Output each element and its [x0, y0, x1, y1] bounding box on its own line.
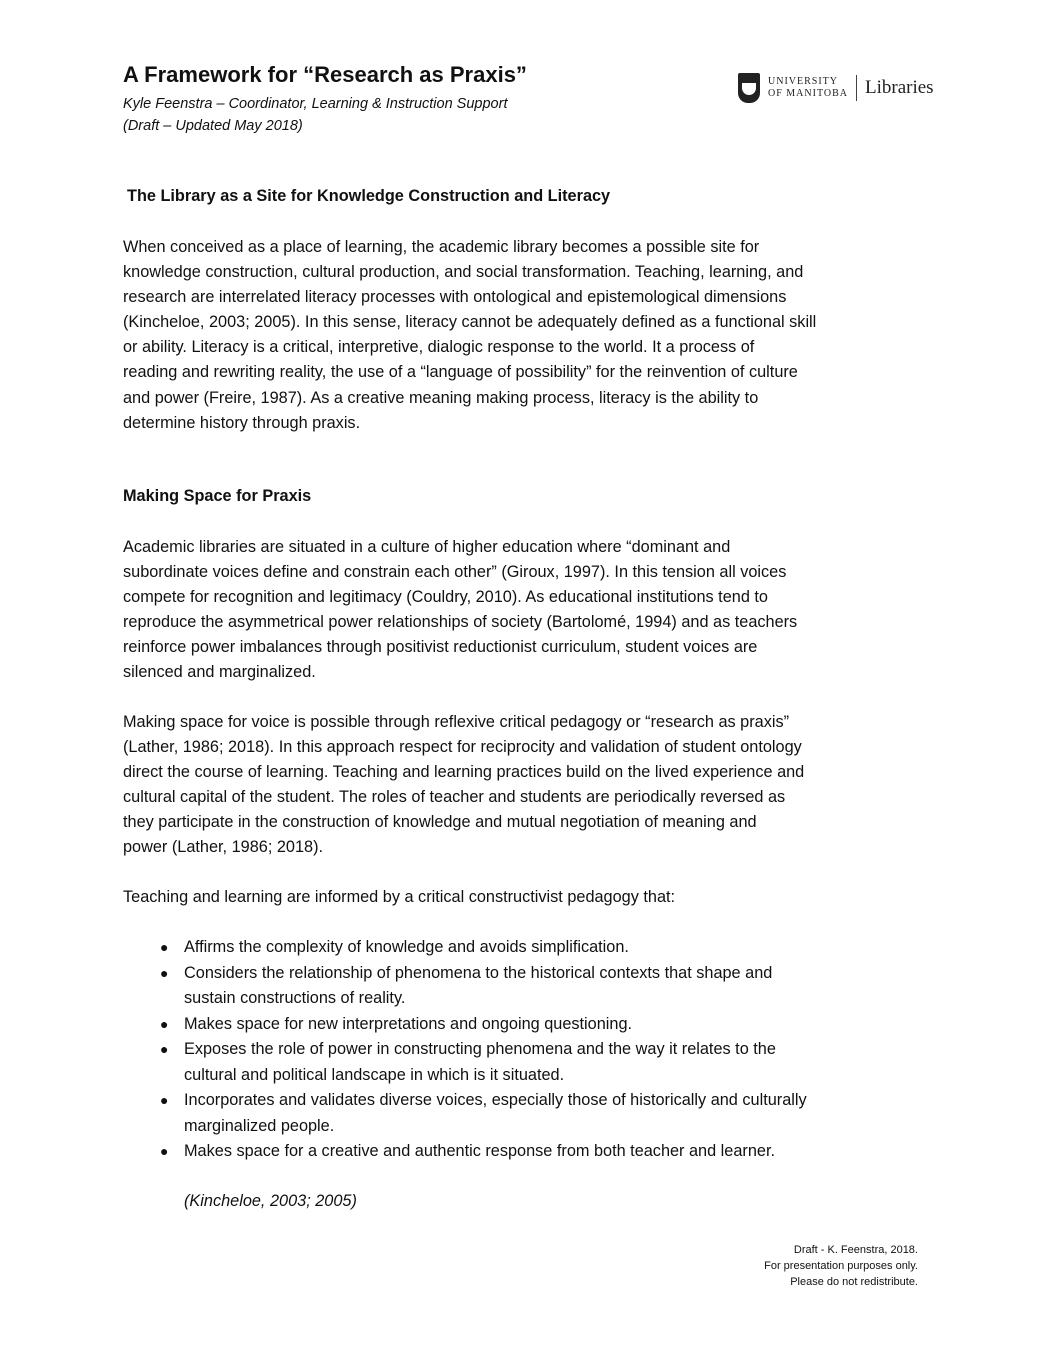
logo-line1: UNIVERSITY [768, 76, 838, 87]
text-line: knowledge construction, cultural production, and social transformation. Teaching, learning, and [123, 263, 804, 282]
text-line: cultural and political landscape in which is it situated. [184, 1065, 565, 1084]
list-item [160, 1139, 807, 1165]
list-item [160, 1037, 807, 1088]
list-item [160, 961, 807, 1012]
list-item [160, 1088, 807, 1139]
text-line: Academic libraries are situated in a culture of higher education where “dominant and [123, 538, 731, 556]
list-item [160, 1012, 807, 1038]
list-item-text [184, 1088, 807, 1139]
document-title: A Framework for “Research as Praxis” [123, 62, 527, 87]
bullet-icon: ● [160, 1041, 169, 1057]
bullet-icon: ● [160, 1015, 169, 1032]
citation: (Kincheloe, 2003; 2005) [184, 1192, 357, 1210]
text-line: research are interrelated literacy processes with ontological and epistemological dimensions [123, 288, 787, 307]
text-line: cultural capital of the student. The roles of teacher and students are periodically reversed as [123, 788, 786, 807]
paragraph-library [123, 235, 816, 436]
logo-libraries: Libraries [865, 77, 934, 98]
footer-line: Please do not redistribute. [790, 1276, 918, 1288]
list-item-text [184, 961, 772, 1012]
author-line: Kyle Feenstra – Coordinator, Learning & Instruction Support [123, 96, 508, 112]
bullet-icon: ● [160, 1092, 169, 1108]
paragraph-intro: Teaching and learning are informed by a critical constructivist pedagogy that: [123, 888, 676, 906]
text-line: reading and rewriting reality, the use of a “language of possibility” for the reinvention of culture [123, 363, 798, 382]
text-line: reproduce the asymmetrical power relationships of society (Bartolomé, 1994) and as teachers [123, 613, 798, 632]
text-line: sustain constructions of reality. [184, 989, 406, 1007]
text-line: Incorporates and validates diverse voices, especially those of historically and culturally [184, 1091, 807, 1109]
text-line: Considers the relationship of phenomena to the historical contexts that shape and [184, 963, 773, 982]
text-line: or ability. Literacy is a critical, interpretive, dialogic response to the world. It a process of [123, 338, 755, 357]
footer-line: For presentation purposes only. [764, 1260, 918, 1272]
logo-divider [856, 75, 857, 101]
text-line: (Lather, 1986; 2018). In this approach respect for reciprocity and validation of student ontology [123, 738, 802, 757]
logo-university-text [768, 76, 848, 100]
list-item-text [184, 935, 629, 961]
text-line: Makes space for a creative and authentic response from both teacher and learner. [184, 1142, 775, 1160]
footer-line: Draft - K. Feenstra, 2018. [793, 1244, 918, 1256]
list-item-text [184, 1012, 632, 1038]
bullet-icon: ● [160, 964, 169, 981]
text-line: marginalized people. [184, 1116, 335, 1135]
text-line: determine history through praxis. [123, 413, 361, 432]
bullet-list [160, 935, 807, 1165]
logo-line2: OF MANITOBA [768, 88, 848, 99]
text-line: silenced and marginalized. [123, 663, 316, 682]
section-heading-praxis: Making Space for Praxis [123, 487, 312, 505]
text-line: compete for recognition and legitimacy (Couldry, 2010). As educational institutions tend to [123, 588, 768, 607]
text-line: Makes space for new interpretations and ongoing questioning. [184, 1014, 633, 1033]
text-line: (Kincheloe, 2003; 2005). In this sense, literacy cannot be adequately defined as a functional skill [123, 313, 817, 332]
text-line: Exposes the role of power in constructing phenomena and the way it relates to the [184, 1040, 776, 1058]
crest-icon [738, 73, 760, 103]
university-logo [738, 73, 934, 103]
paragraph-making-space [123, 710, 804, 861]
text-line: Affirms the complexity of knowledge and avoids simplification. [184, 938, 629, 956]
text-line: When conceived as a place of learning, the academic library becomes a possible site for [123, 238, 760, 256]
paragraph-academic-libraries [123, 535, 797, 686]
footer-note [764, 1242, 918, 1290]
text-line: power (Lather, 1986; 2018). [123, 838, 324, 857]
text-line: Making space for voice is possible through reflexive critical pedagogy or “research as praxis” [123, 713, 790, 731]
bullet-icon: ● [160, 939, 169, 955]
list-item-text [184, 1037, 776, 1088]
text-line: and power (Freire, 1987). As a creative meaning making process, literacy is the ability to [123, 388, 759, 407]
text-line: reinforce power imbalances through positivist reductionist curriculum, student voices are [123, 638, 758, 657]
text-line: they participate in the construction of knowledge and mutual negotiation of meaning and [123, 813, 757, 832]
draft-line: (Draft – Updated May 2018) [123, 118, 303, 134]
list-item-text [184, 1139, 775, 1165]
section-heading-library: The Library as a Site for Knowledge Construction and Literacy [127, 187, 611, 205]
text-line: direct the course of learning. Teaching and learning practices build on the lived experience and [123, 763, 805, 782]
bullet-icon: ● [160, 1143, 169, 1159]
text-line: subordinate voices define and constrain each other” (Giroux, 1997). In this tension all voices [123, 563, 787, 582]
list-item [160, 935, 807, 961]
